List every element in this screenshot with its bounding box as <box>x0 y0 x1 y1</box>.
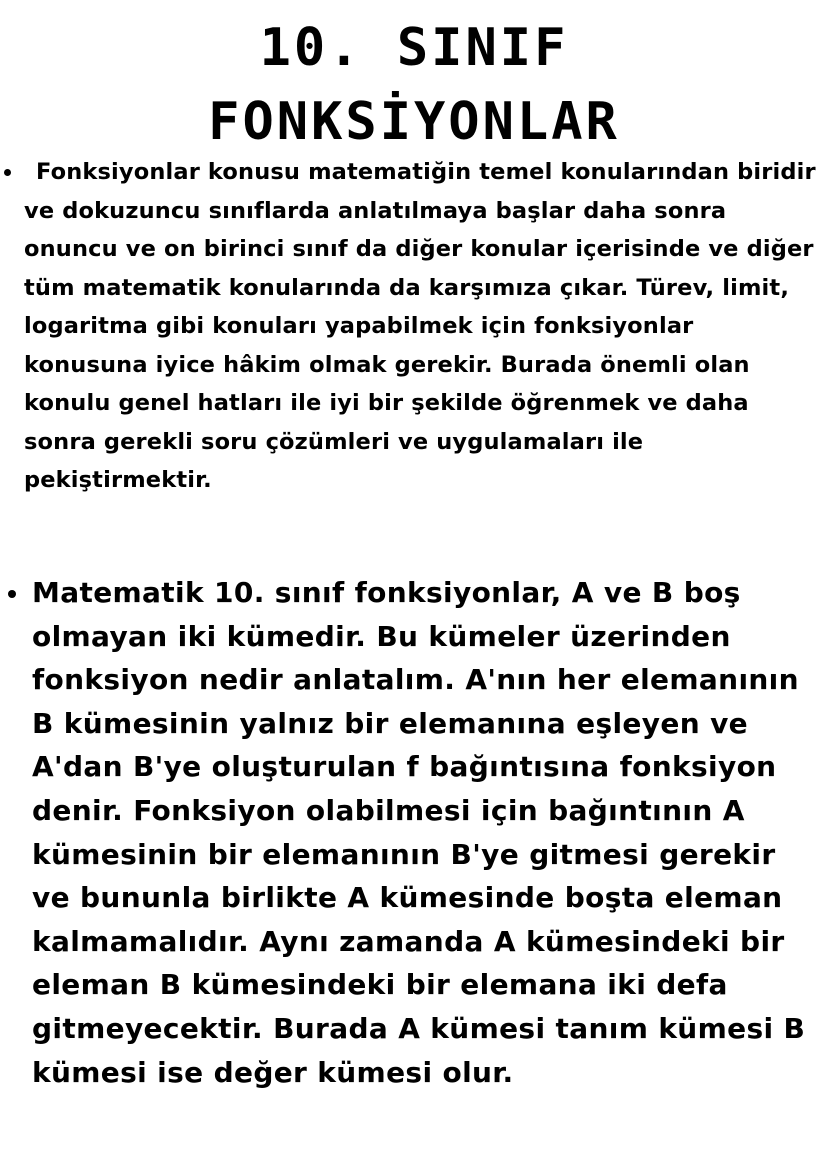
bullet-dot-icon <box>4 169 11 176</box>
page-title: 10. SINIF <box>259 18 569 78</box>
page-subtitle: FONKSİYONLAR <box>208 92 620 152</box>
bullet-dot-icon <box>8 590 16 598</box>
bullet-paragraph-2 <box>32 571 822 1094</box>
paragraph-text: Fonksiyonlar konusu matematiğin temel konularından biridir ve dokuzuncu sınıflarda anlatılmaya başlar daha sonra onuncu ve on birinci sınıf da diğer konular içerisinde ve diğer tüm matematik konularında da karşımıza çıkar. Türev, limit, logaritma gibi konuları yapabilmek için fonksiyonlar konusuna iyice hâkim olmak gerekir. Burada önemli olan konulu genel hatları ile iyi bir şekilde öğrenmek ve daha sonra gerekli soru çözümleri ve uygulamaları ile pekiştirmektir. <box>24 159 816 493</box>
paragraph-text: Matematik 10. sınıf fonksiyonlar, A ve B boş olmayan iki kümedir. Bu kümeler üzerinden fonksiyon nedir anlatalım. A'nın her elemanının B kümesinin yalnız bir elemanına eşleyen ve A'dan B'ye oluşturulan f bağıntısına fonksiyon denir. Fonksiyon olabilmesi için bağıntının A kümesinin bir elemanının B'ye gitmesi gerekir ve bununla birlikte A kümesinde boşta eleman kalmamalıdır. Aynı zamanda A kümesindeki bir eleman B kümesindeki bir elemana iki defa gitmeyecektir. Burada A kümesi tanım kümesi B kümesi ise değer kümesi olur. <box>32 576 806 1089</box>
bullet-paragraph-1 <box>24 153 816 500</box>
